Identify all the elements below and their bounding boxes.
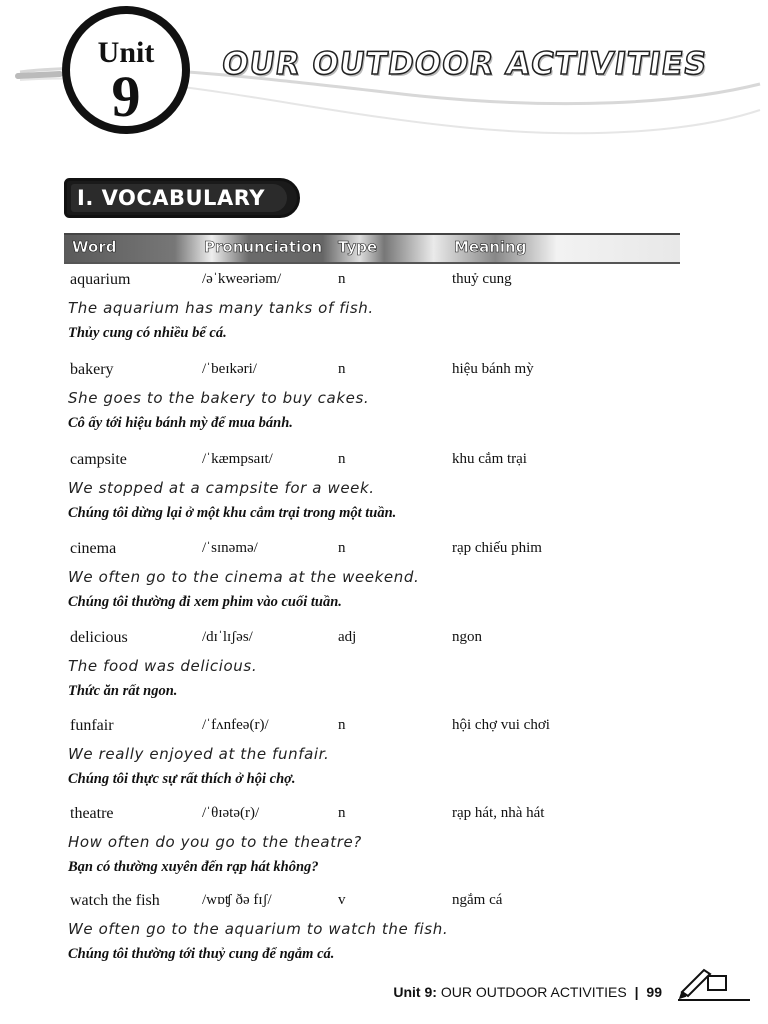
column-header-pronunciation: Pronunciation [204,238,323,256]
entry-example: We stopped at a campsite for a week. [68,479,375,497]
entry-pronunciation: /dɪˈlɪʃəs/ [202,629,253,645]
entry-meaning: khu cắm trại [452,451,527,467]
entry-translation: Thức ăn rất ngon. [68,683,178,699]
section-title: I. VOCABULARY [77,186,265,210]
entry-example: The aquarium has many tanks of fish. [68,299,374,317]
entry-translation: Bạn có thường xuyên đến rạp hát không? [68,859,319,875]
unit-label: Unit [97,36,155,69]
entry-example: We often go to the aquarium to watch the fish. [68,920,449,938]
unit-badge [62,6,190,134]
entry-type: n [338,271,346,287]
entry-type: n [338,451,346,467]
entry-translation: Chúng tôi dừng lại ở một khu cắm trại trong một tuần. [68,505,397,521]
entry-type: n [338,361,346,377]
entry-meaning: thuỷ cung [452,271,512,287]
entry-example: The food was delicious. [68,657,258,675]
vocab-entry [0,451,768,541]
vocab-entry [0,892,768,982]
entry-pronunciation: /wɒʧ ðə fɪʃ/ [202,892,272,908]
column-header-meaning: Meaning [454,238,527,256]
entry-word: watch the fish [70,892,160,909]
entry-word: cinema [70,540,117,557]
entry-meaning: hiệu bánh mỳ [452,361,534,377]
entry-translation: Chúng tôi thường tới thuỷ cung để ngắm cá. [68,946,335,962]
entry-example: We really enjoyed at the funfair. [68,745,330,763]
entry-pronunciation: /ˈfʌnfeə(r)/ [202,717,269,733]
entry-meaning: ngắm cá [452,892,503,908]
footer-title: OUR OUTDOOR ACTIVITIES [440,984,627,1000]
entry-type: adj [338,629,357,645]
page-number: 99 [646,984,662,1000]
vocab-entry [0,629,768,719]
entry-pronunciation: /ˈbeɪkəri/ [202,361,257,377]
entry-example: We often go to the cinema at the weekend. [68,568,420,586]
entry-translation: Chúng tôi thường đi xem phim vào cuối tuần. [68,594,342,610]
column-header-type: Type [338,238,378,256]
entry-word: theatre [70,805,114,822]
footer-separator: | [634,984,639,1000]
entry-type: n [338,805,346,821]
entry-meaning: hội chợ vui chơi [452,717,550,733]
entry-pronunciation: /əˈkweəriəm/ [202,271,282,287]
vocab-entry [0,361,768,451]
entry-pronunciation: /ˈkæmpsaɪt/ [202,451,273,467]
entry-translation: Cô ấy tới hiệu bánh mỳ để mua bánh. [68,415,293,431]
page-footer [393,984,662,1000]
vocab-entry [0,717,768,807]
entry-word: delicious [70,629,128,646]
entry-type: v [338,892,346,908]
entry-example: She goes to the bakery to buy cakes. [68,389,370,407]
pen-writing-icon [674,962,754,1002]
entry-word: campsite [70,451,127,468]
entry-word: aquarium [70,271,131,288]
vocab-entry [0,805,768,895]
entry-pronunciation: /ˈsɪnəmə/ [202,540,258,556]
entry-pronunciation: /ˈθɪətə(r)/ [202,805,260,821]
entry-meaning: rạp hát, nhà hát [452,805,545,821]
vocab-entry [0,540,768,630]
section-heading [64,178,300,218]
table-header [64,233,680,264]
entry-meaning: ngon [452,629,482,645]
entry-type: n [338,717,346,733]
page-title: OUR OUTDOOR ACTIVITIES [219,46,710,82]
entry-translation: Thủy cung có nhiều bể cá. [68,325,227,341]
unit-number: 9 [111,64,141,129]
column-header-word: Word [72,238,117,256]
entry-translation: Chúng tôi thực sự rất thích ở hội chợ. [68,771,296,787]
footer-unit-ref: Unit 9: [393,984,437,1000]
entry-word: bakery [70,361,114,378]
entry-meaning: rạp chiếu phim [452,540,542,556]
vocab-entry [0,271,768,361]
entry-type: n [338,540,346,556]
entry-word: funfair [70,717,114,734]
entry-example: How often do you go to the theatre? [68,833,362,851]
